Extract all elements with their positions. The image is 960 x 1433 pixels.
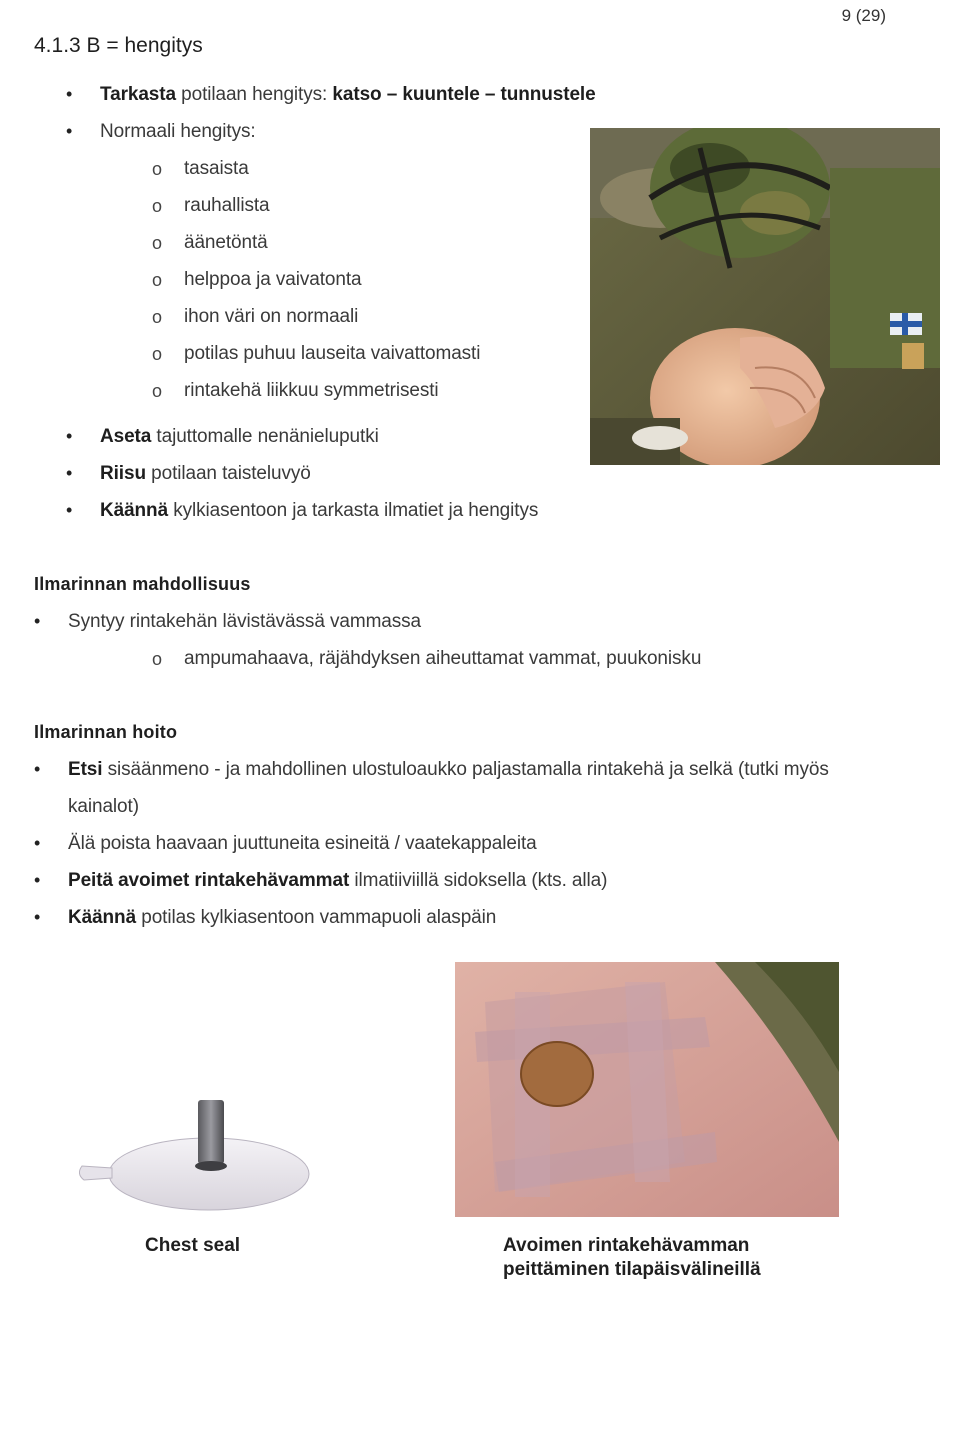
breathing-item-check: Tarkasta potilaan hengitys: katso – kuuntele – tunnustele bbox=[100, 84, 596, 105]
improvised-seal-caption-line1: Avoimen rintakehävamman bbox=[503, 1235, 750, 1256]
pneumothorax-item: Syntyy rintakehän lävistävässä vammassa bbox=[68, 611, 422, 632]
sub-bullet: o bbox=[152, 649, 163, 669]
breathing-item-belt: Riisu potilaan taisteluvyö bbox=[100, 463, 311, 484]
sub-bullet: o bbox=[152, 159, 163, 179]
sub-item: helppoa ja vaivatonta bbox=[184, 269, 362, 290]
sub-bullet: o bbox=[152, 196, 163, 216]
sub-item: tasaista bbox=[184, 158, 249, 179]
improvised-seal-drawing bbox=[455, 962, 839, 1217]
breathing-item-turn: Käännä kylkiasentoon ja tarkasta ilmatiet ja hengitys bbox=[100, 500, 539, 521]
sub-bullet: o bbox=[152, 344, 163, 364]
sub-bullet: o bbox=[152, 381, 163, 401]
bullet: • bbox=[66, 500, 73, 520]
treatment-item-find-cont: kainalot) bbox=[68, 796, 139, 817]
sub-bullet: o bbox=[152, 233, 163, 253]
bullet: • bbox=[34, 833, 41, 853]
bullet: • bbox=[66, 426, 73, 446]
chest-seal-photo bbox=[74, 1088, 314, 1223]
sub-item: rauhallista bbox=[184, 195, 270, 216]
bullet: • bbox=[34, 759, 41, 779]
bullet: • bbox=[66, 84, 73, 104]
bullet: • bbox=[34, 611, 41, 631]
treatment-heading: Ilmarinnan hoito bbox=[34, 722, 178, 742]
airway-check-photo bbox=[590, 128, 940, 465]
chest-seal-drawing bbox=[74, 1088, 314, 1223]
bullet: • bbox=[66, 121, 73, 141]
sub-item: äänetöntä bbox=[184, 232, 268, 253]
breathing-item-airway: Aseta tajuttomalle nenänieluputki bbox=[100, 426, 379, 447]
improvised-seal-caption-line2: peittäminen tilapäisvälineillä bbox=[503, 1259, 761, 1280]
page-number: 9 (29) bbox=[841, 6, 886, 25]
treatment-item-cover: Peitä avoimet rintakehävammat ilmatiiviillä sidoksella (kts. alla) bbox=[68, 870, 608, 891]
bullet: • bbox=[66, 463, 73, 483]
improvised-seal-photo bbox=[455, 962, 839, 1217]
airway-check-photo-drawing bbox=[590, 128, 940, 465]
section-title: 4.1.3 B = hengitys bbox=[34, 34, 203, 57]
pneumothorax-sub-item: ampumahaava, räjähdyksen aiheuttamat vammat, puukonisku bbox=[184, 648, 702, 669]
bullet: • bbox=[34, 907, 41, 927]
chest-seal-caption: Chest seal bbox=[145, 1235, 241, 1256]
treatment-item-find: Etsi sisäänmeno - ja mahdollinen ulostuloaukko paljastamalla rintakehä ja selkä (tutki myös bbox=[68, 759, 829, 780]
pneumothorax-heading: Ilmarinnan mahdollisuus bbox=[34, 574, 251, 594]
sub-item: rintakehä liikkuu symmetrisesti bbox=[184, 380, 439, 401]
breathing-item-normal: Normaali hengitys: bbox=[100, 121, 256, 142]
bullet: • bbox=[34, 870, 41, 890]
sub-bullet: o bbox=[152, 307, 163, 327]
sub-item: potilas puhuu lauseita vaivattomasti bbox=[184, 343, 481, 364]
treatment-item-turn: Käännä potilas kylkiasentoon vammapuoli alaspäin bbox=[68, 907, 497, 928]
treatment-item-dont-remove: Älä poista haavaan juuttuneita esineitä / vaatekappaleita bbox=[68, 833, 537, 854]
sub-bullet: o bbox=[152, 270, 163, 290]
sub-item: ihon väri on normaali bbox=[184, 306, 359, 327]
